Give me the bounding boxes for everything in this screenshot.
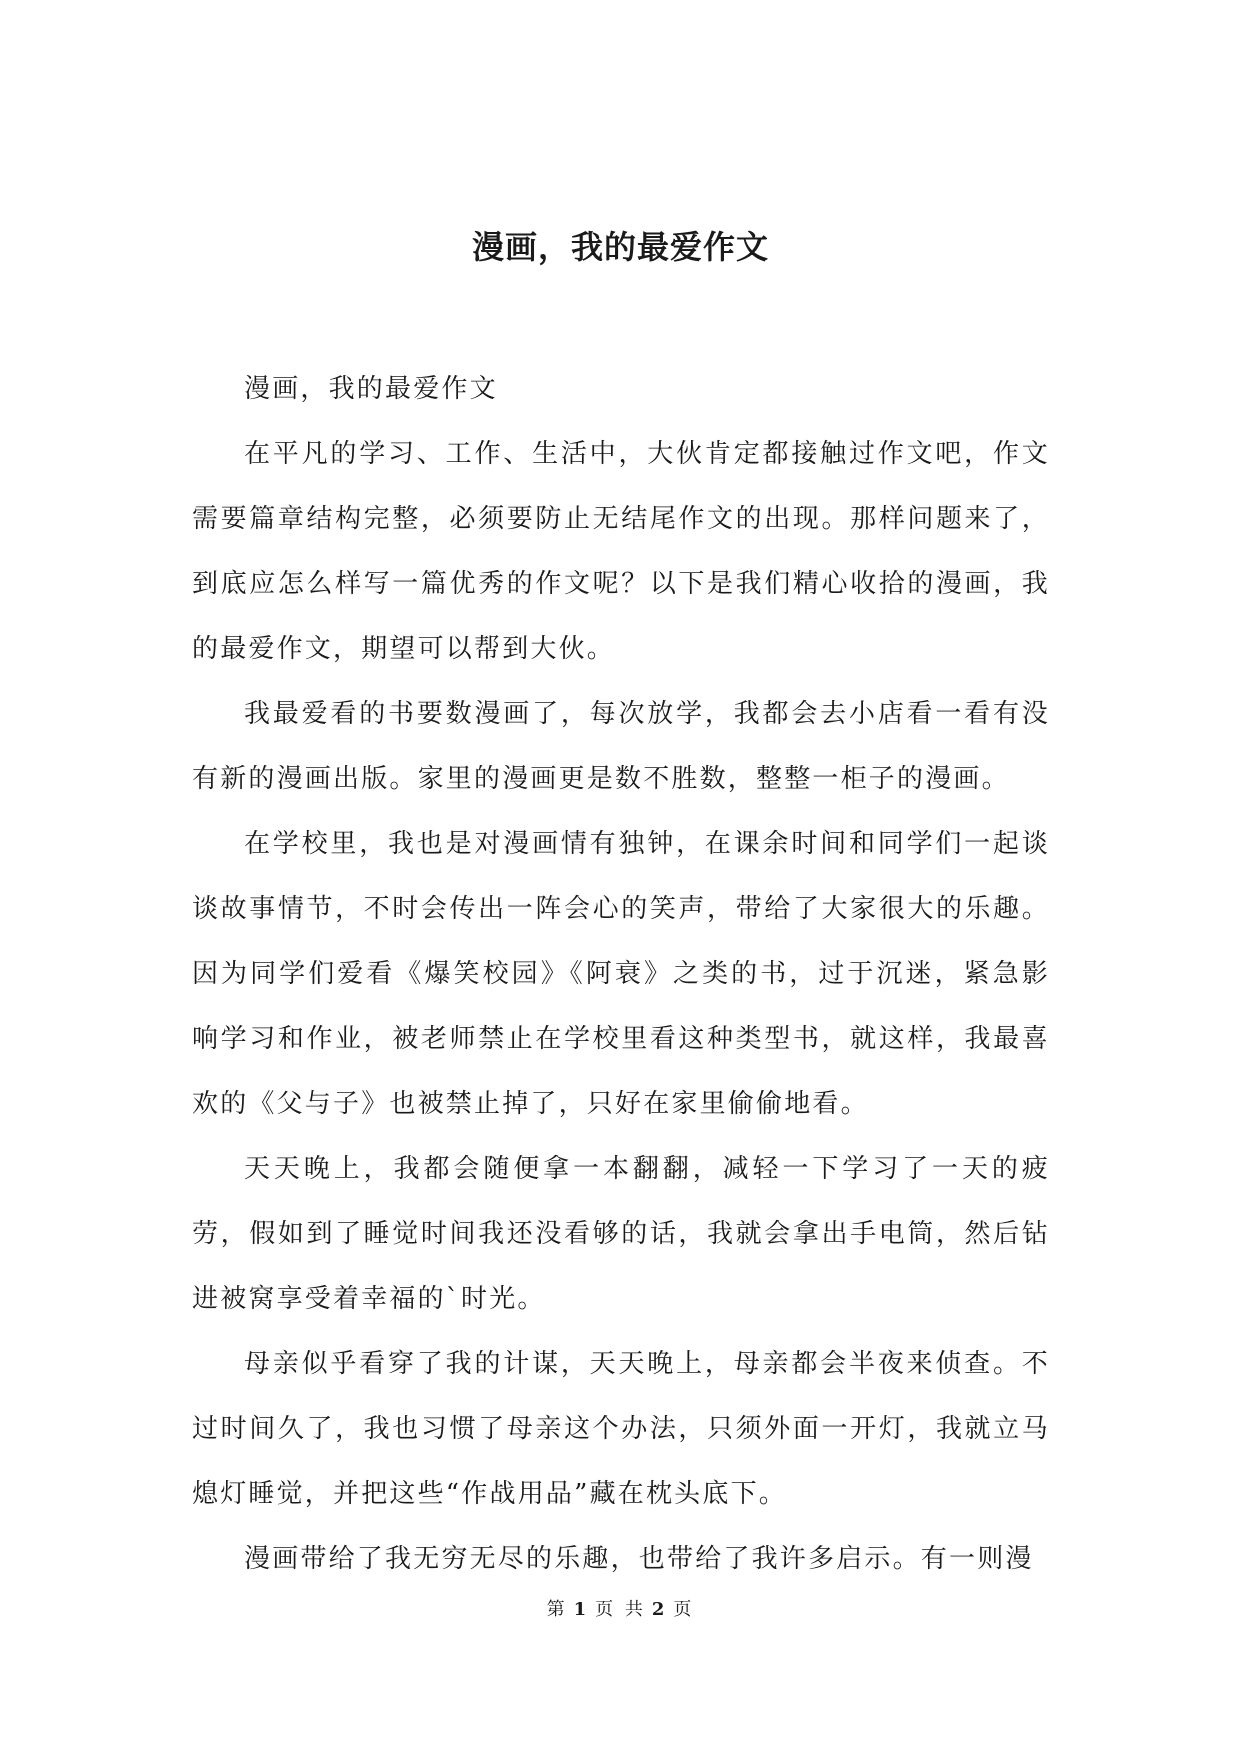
document-title: 漫画，我的最爱作文 xyxy=(471,228,769,266)
paragraph-heading: 漫画，我的最爱作文 xyxy=(244,374,498,404)
footer-prefix: 第 xyxy=(546,1599,568,1620)
paragraph-intro: 在平凡的学习、工作、生活中，大伙肯定都接触过作文吧，作文需要篇章结构完整，必须要防止无结尾作文的出现。那样问题来了，到底应怎么样写一篇优秀的作文呢？以下是我们精心收拾的漫画，我的最爱作文，期望可以帮到大伙。 xyxy=(192,439,1050,664)
paragraph: 我最爱看的书要数漫画了，每次放学，我都会去小店看一看有没有新的漫画出版。家里的漫画更是数不胜数，整整一柜子的漫画。 xyxy=(192,699,1050,794)
page-number-footer xyxy=(0,1598,1241,1622)
paragraph: 漫画带给了我无穷无尽的乐趣，也带给了我许多启示。有一则漫 xyxy=(244,1544,1034,1574)
document-body xyxy=(192,357,1050,1592)
footer-suffix: 页 xyxy=(673,1599,695,1620)
current-page-number: 1 xyxy=(573,1599,590,1620)
paragraph: 在学校里，我也是对漫画情有独钟，在课余时间和同学们一起谈谈故事情节，不时会传出一阵会心的笑声，带给了大家很大的乐趣。因为同学们爱看《爆笑校园》《阿衰》之类的书，过于沉迷，紧急影响学习和作业，被老师禁止在学校里看这种类型书，就这样，我最喜欢的《父与子》也被禁止掉了，只好在家里偷偷地看。 xyxy=(192,829,1050,1119)
paragraph: 天天晚上，我都会随便拿一本翻翻，减轻一下学习了一天的疲劳，假如到了睡觉时间我还没看够的话，我就会拿出手电筒，然后钻进被窝享受着幸福的`时光。 xyxy=(192,1154,1050,1314)
footer-middle: 页 共 xyxy=(595,1599,646,1620)
total-page-number: 2 xyxy=(651,1599,668,1620)
paragraph: 母亲似乎看穿了我的计谋，天天晚上，母亲都会半夜来侦查。不过时间久了，我也习惯了母亲这个办法，只须外面一开灯，我就立马熄灯睡觉，并把这些“作战用品”藏在枕头底下。 xyxy=(192,1349,1050,1509)
